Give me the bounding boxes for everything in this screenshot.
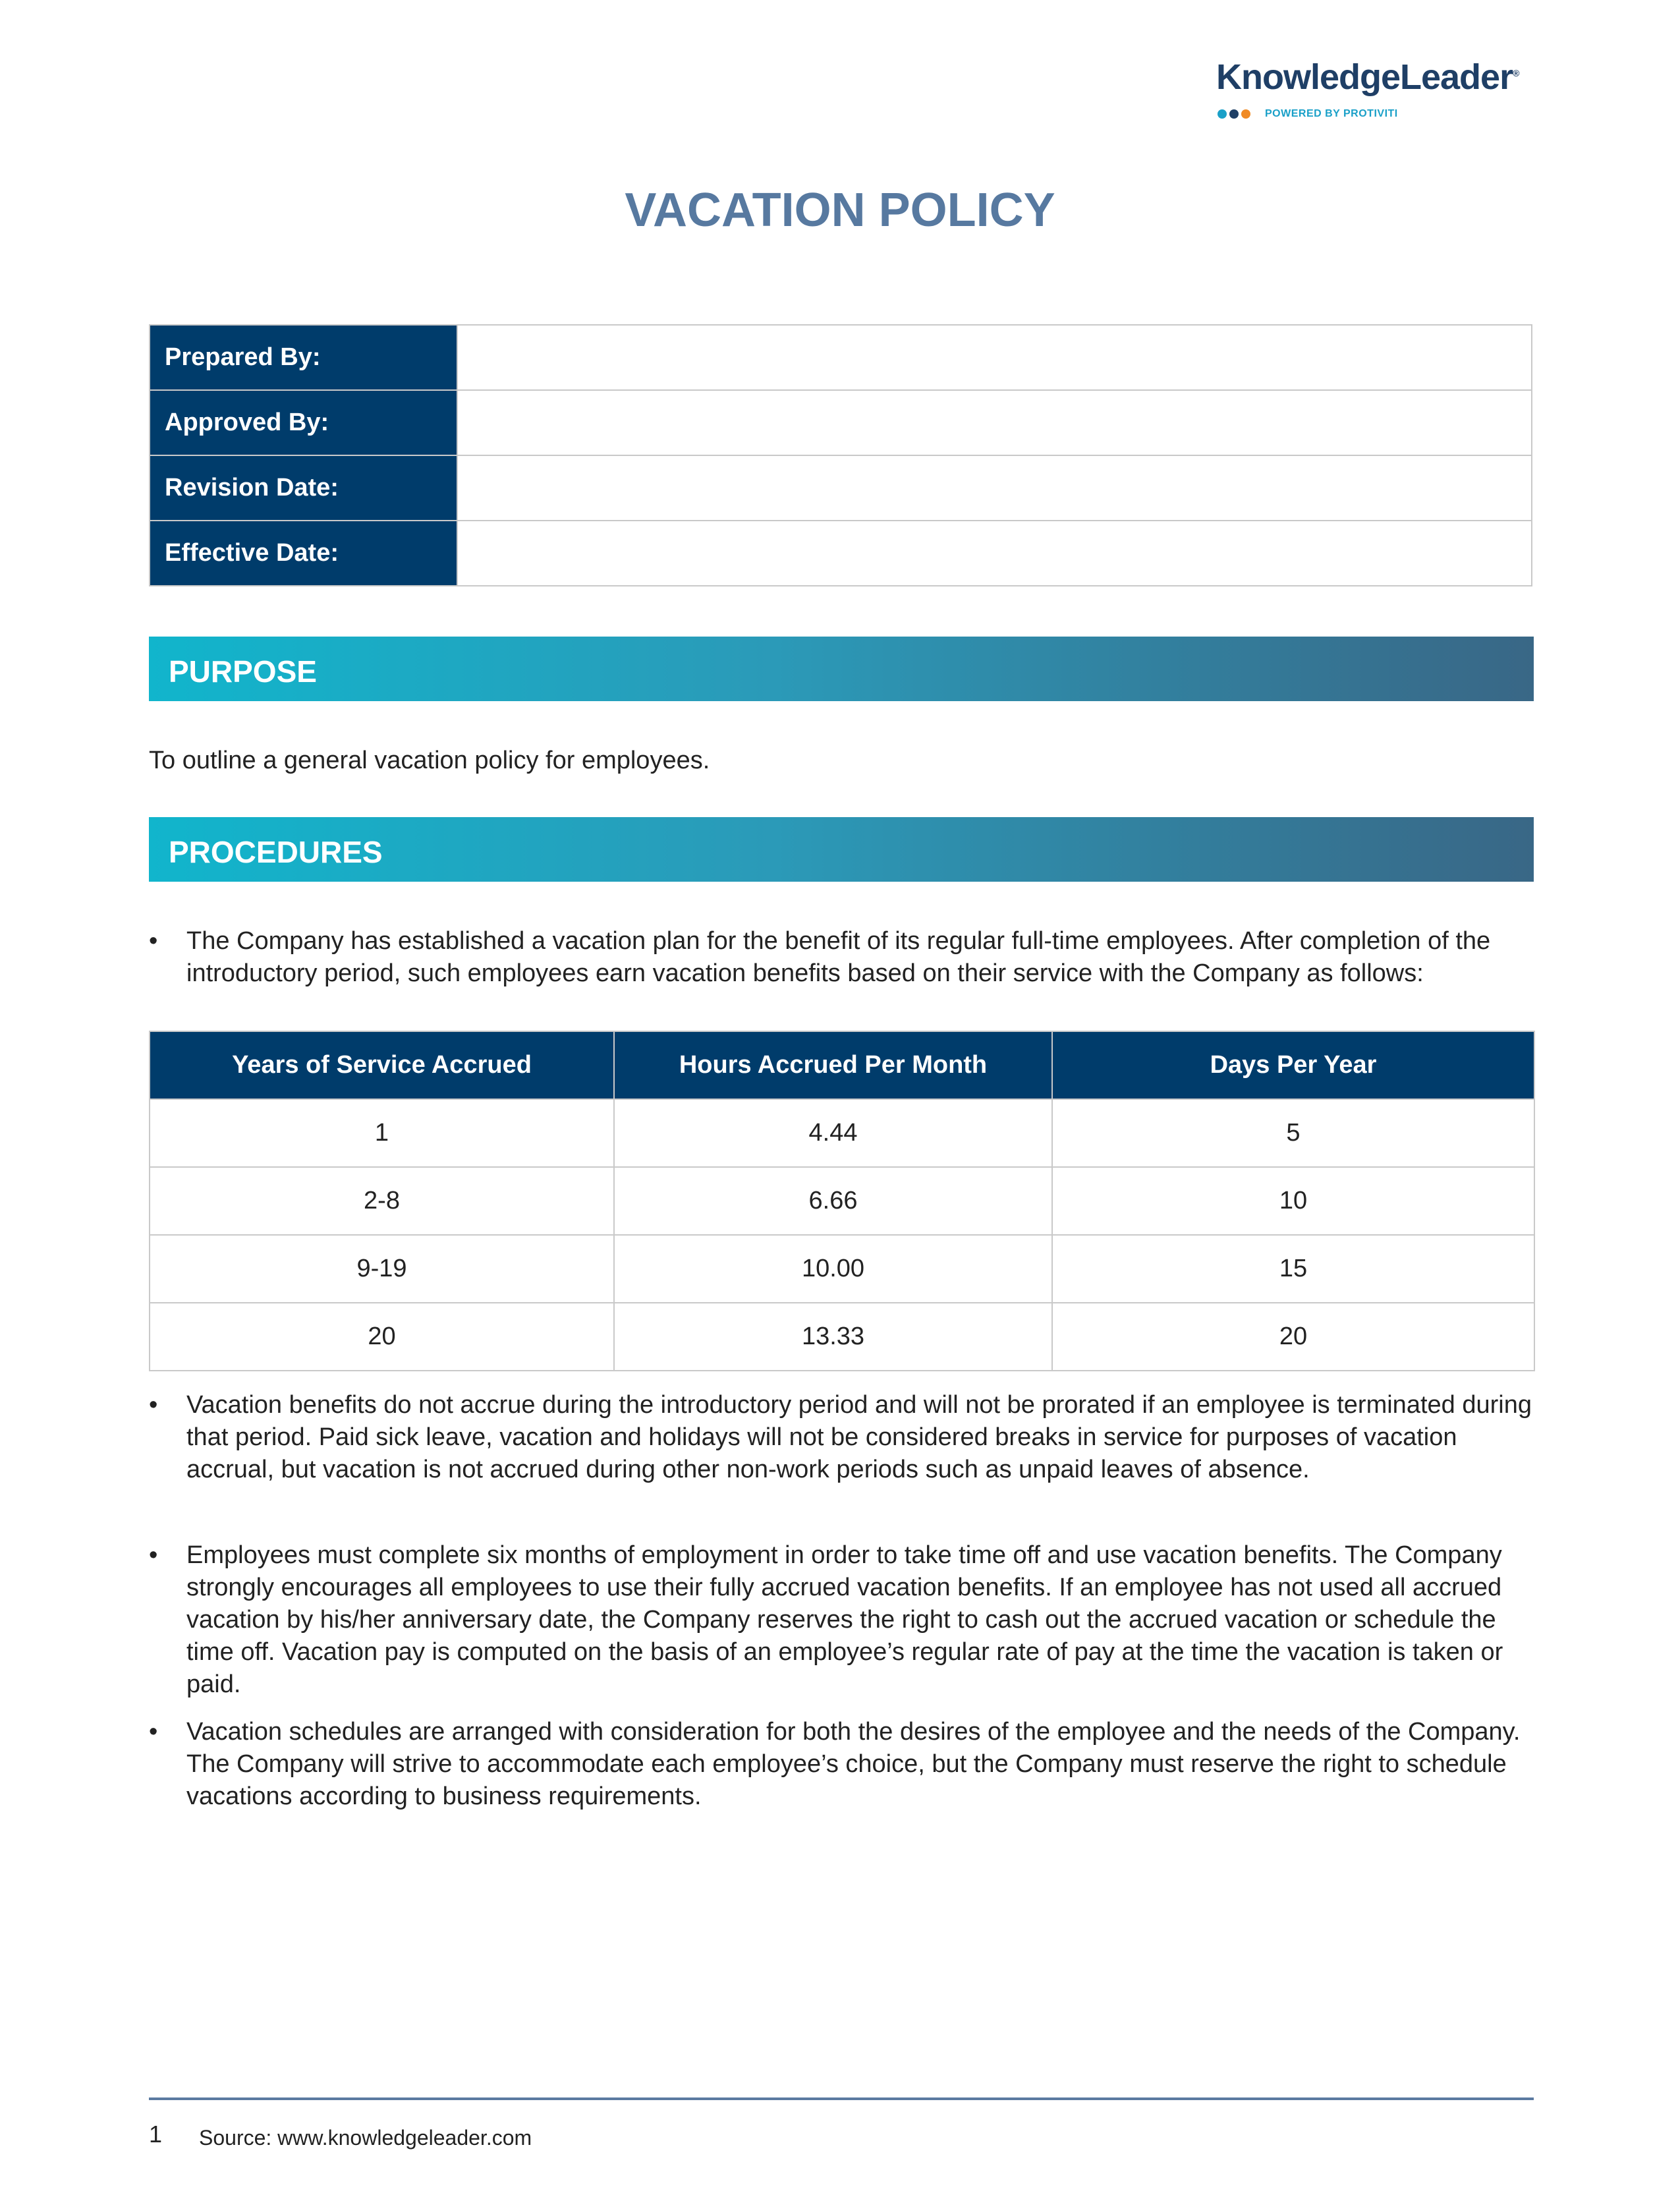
section-heading: PROCEDURES — [169, 835, 383, 869]
procedures-section-header — [149, 817, 1534, 882]
info-label: Effective Date: — [150, 521, 457, 586]
bullet-text: Vacation schedules are arranged with consideration for both the desires of the employee and the needs of the Company. The Company will strive to accommodate each employee’s choice, but the Company must reserve the right to schedule vacations according to business requirements. — [186, 1718, 1521, 1810]
table-header-row — [150, 1031, 1534, 1099]
info-value-field[interactable] — [457, 325, 1532, 390]
page-number: 1 — [149, 2121, 163, 2148]
table-cell: 2-8 — [150, 1167, 614, 1235]
info-row-effective-date — [150, 521, 1532, 586]
knowledgeleader-logo — [1216, 57, 1532, 119]
bullet-icon: • — [149, 927, 158, 955]
document-info-table — [149, 324, 1532, 586]
logo-wordmark — [1216, 57, 1532, 98]
procedure-bullet — [149, 1716, 1539, 1813]
table-cell: 13.33 — [614, 1303, 1052, 1371]
section-heading: PURPOSE — [169, 654, 317, 689]
logo-tagline: POWERED BY PROTIVITI — [1265, 108, 1398, 119]
purpose-text: To outline a general vacation policy for employees. — [149, 747, 710, 774]
source-link[interactable]: Source: www.knowledgeleader.com — [199, 2126, 532, 2150]
bullet-icon: • — [149, 1541, 158, 1569]
logo-registered-mark: ® — [1513, 68, 1519, 78]
logo-tagline-row — [1218, 108, 1398, 120]
purpose-section-header — [149, 637, 1534, 701]
info-label: Prepared By: — [150, 325, 457, 390]
info-value-field[interactable] — [457, 521, 1532, 586]
table-cell: 9-19 — [150, 1235, 614, 1303]
table-cell: 6.66 — [614, 1167, 1052, 1235]
procedure-bullet — [149, 925, 1539, 990]
table-row — [150, 1099, 1534, 1167]
bullet-text: Employees must complete six months of employment in order to take time off and use vacation benefits. The Company strongly encourages all employees to use their fully accrued vacation benefits. If an employee has not used all accrued vacation by his/her anniversary date, the Company reserves the right to cash out the accrued vacation or schedule the time off. Vacation pay is computed on the basis of an employee’s regular rate of pay at the time the vacation is taken or paid. — [186, 1541, 1503, 1698]
table-cell: 10.00 — [614, 1235, 1052, 1303]
info-label: Revision Date: — [150, 455, 457, 521]
table-cell: 20 — [150, 1303, 614, 1371]
table-cell: 4.44 — [614, 1099, 1052, 1167]
table-cell: 15 — [1052, 1235, 1534, 1303]
logo-dot-icon — [1229, 109, 1239, 119]
table-cell: 10 — [1052, 1167, 1534, 1235]
info-value-field[interactable] — [457, 455, 1532, 521]
procedure-bullet — [149, 1539, 1539, 1701]
table-cell: 5 — [1052, 1099, 1534, 1167]
vacation-accrual-table — [149, 1031, 1535, 1371]
logo-dot-icon — [1218, 109, 1227, 119]
column-header: Days Per Year — [1052, 1031, 1534, 1099]
table-row — [150, 1235, 1534, 1303]
bullet-text: Vacation benefits do not accrue during the introductory period and will not be prorated if an employee is terminated during that period. Paid sick leave, vacation and holidays will not be considered breaks in service for purposes of vacation accrual, but vacation is not accrued during other non-work periods such as unpaid leaves of absence. — [186, 1391, 1532, 1483]
table-row — [150, 1167, 1534, 1235]
info-row-revision-date — [150, 455, 1532, 521]
table-cell: 20 — [1052, 1303, 1534, 1371]
column-header: Hours Accrued Per Month — [614, 1031, 1052, 1099]
bullet-icon: • — [149, 1718, 158, 1746]
info-label: Approved By: — [150, 390, 457, 455]
table-row — [150, 1303, 1534, 1371]
info-row-prepared-by — [150, 325, 1532, 390]
procedure-bullet — [149, 1389, 1539, 1486]
column-header: Years of Service Accrued — [150, 1031, 614, 1099]
info-row-approved-by — [150, 390, 1532, 455]
logo-dot-icon — [1241, 109, 1250, 119]
bullet-icon: • — [149, 1391, 158, 1419]
table-cell: 1 — [150, 1099, 614, 1167]
document-title: VACATION POLICY — [625, 184, 1055, 237]
logo-brand-text: KnowledgeLeader — [1216, 57, 1513, 97]
footer-divider — [149, 2097, 1534, 2100]
info-value-field[interactable] — [457, 390, 1532, 455]
bullet-text: The Company has established a vacation plan for the benefit of its regular full-time employees. After completion of the introductory period, such employees earn vacation benefits based on their service with the Company as follows: — [186, 927, 1491, 987]
